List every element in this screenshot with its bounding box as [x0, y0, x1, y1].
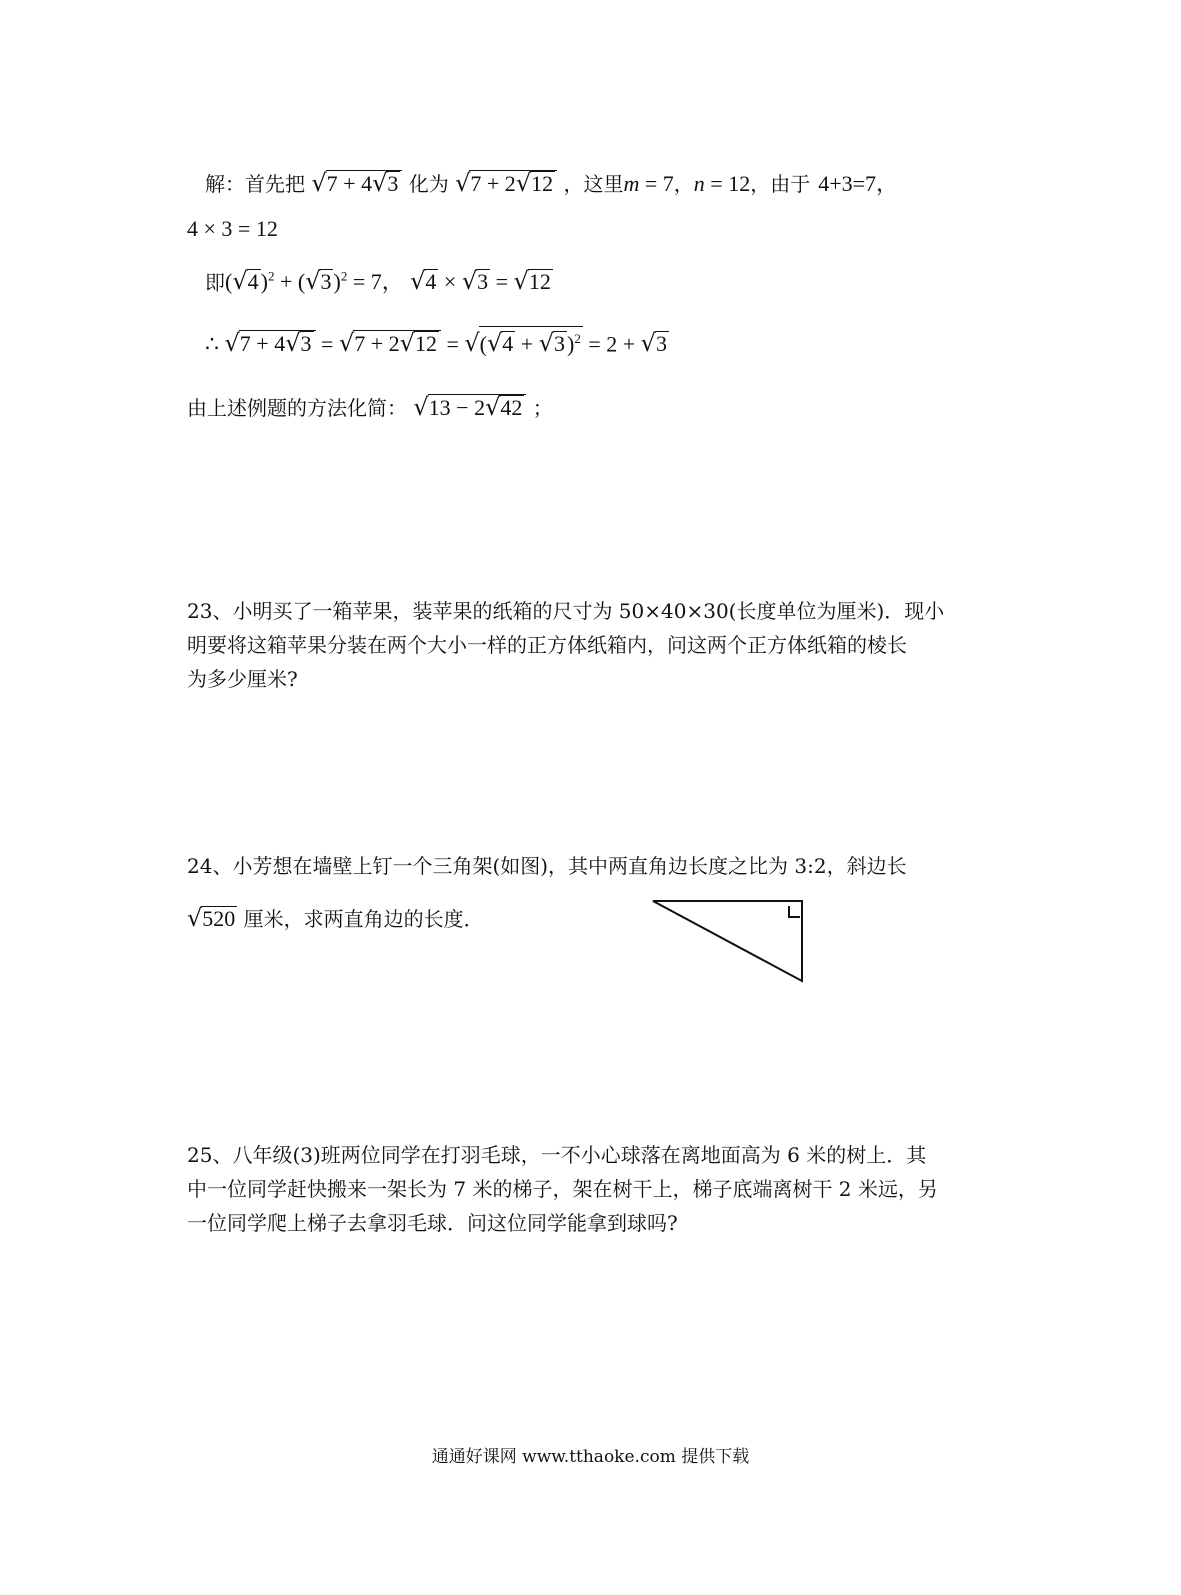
question-24 — [187, 849, 987, 883]
q25-line: 一位同学爬上梯子去拿羽毛球．问这位同学能拿到球吗? — [187, 1211, 678, 1235]
q24-line-2: √520 厘米，求两直角边的长度． — [187, 904, 484, 932]
question-25 — [187, 1138, 987, 1240]
text-ie: 即 — [205, 270, 225, 295]
text-here: ，这里 — [563, 172, 624, 196]
solution-line-4: ∴ $√7 + 4√3 = √7 + 2√12 = √(√4 + √3)^2 = 2 + √3$ — [205, 326, 669, 359]
question-23 — [187, 594, 987, 696]
n-value: = 12 — [704, 171, 751, 196]
solution-line-3 — [205, 262, 553, 297]
text-since: ，由于 — [750, 172, 811, 196]
solution-line-5: 由上述例题的方法化简： √13 − 2√42 ； — [187, 393, 553, 421]
therefore-symbol: ∴ — [205, 331, 219, 357]
var-m: m — [623, 171, 640, 196]
page-footer: 通通好课网 www.tthaoke.com 提供下载 — [431, 1447, 750, 1467]
radical-expression: √13 − 2√42 — [413, 395, 526, 420]
comma: ， — [673, 172, 694, 196]
m-value: = 7 — [639, 171, 674, 196]
radical-expression: √7 + 2√12 — [455, 171, 557, 196]
right-triangle-figure — [648, 895, 818, 990]
q25-line: 25、八年级(3)班两位同学在打羽毛球，一不小心球落在离地面高为 6 米的树上．其 — [187, 1143, 927, 1167]
text-convert: 化为 — [408, 172, 449, 196]
condition: 4+3=7， — [818, 171, 899, 196]
solution-intro-text: 解：首先把 — [205, 172, 305, 196]
right-angle-marker — [789, 906, 800, 917]
square-sum: $(√4)^2 + (√3)^2 = 7$， — [225, 267, 404, 296]
exercise-prompt: 由上述例题的方法化简： — [187, 396, 407, 420]
product-equation: √4 × √3 = √12 — [410, 267, 551, 296]
q23-line: 明要将这箱苹果分装在两个大小一样的正方体纸箱内，问这两个正方体纸箱的棱长 — [187, 633, 907, 657]
q25-line: 中一位同学赶快搬来一架长为 7 米的梯子，架在树干上，梯子底端离树干 2 米远，另 — [187, 1177, 938, 1201]
q24-line: 24、小芳想在墙壁上钉一个三角架(如图)，其中两直角边长度之比为 3:2，斜边长 — [187, 854, 907, 878]
solution-line-1 — [205, 168, 898, 199]
q23-line: 为多少厘米? — [187, 667, 298, 691]
var-n: n — [693, 171, 705, 196]
solution-line-2: 4 × 3 = 12 — [187, 216, 278, 241]
radical-expression: √7 + 4√3 — [311, 171, 402, 196]
q23-line: 23、小明买了一箱苹果，装苹果的纸箱的尺寸为 50×40×30(长度单位为厘米)．现小 — [187, 599, 945, 623]
